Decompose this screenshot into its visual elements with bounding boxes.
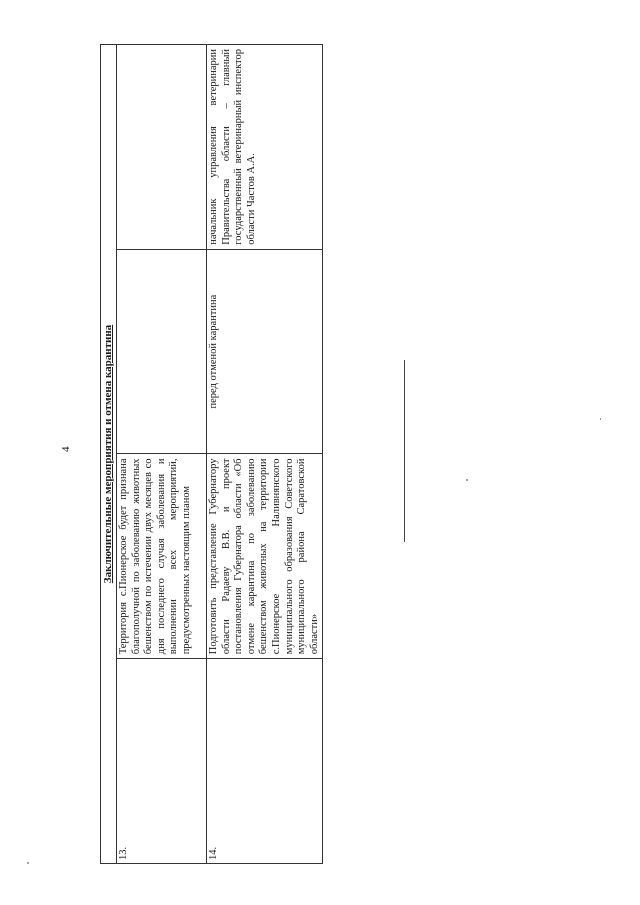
- section-title: Заключительные мероприятия и отмена карантина: [101, 45, 117, 864]
- signature-line: [404, 360, 405, 542]
- row-activity: Подготовить представление Губернатору области Радаеву В.В. и проект постановления Губернатора области «Об отмене карантина по заболеванию бешенством животных на территории с.Пионерское Наливнянского муниципального образования Советского муниципального района Саратовской области»: [207, 454, 323, 659]
- page-number: 4: [60, 446, 72, 452]
- row-responsible: начальник управления ветеринарии Правительства области – главный государственный ветеринарный инспектор области Частов А.А.: [207, 45, 323, 250]
- row-number: 13.: [117, 659, 207, 864]
- scan-speck: [27, 862, 29, 864]
- row-activity: Территория с.Пионерское будет признана благополучной по заболеванию животных бешенством по истечении двух месяцев со дня последнего случая заболевания и выполнении всех мероприятий, предусмотренных настоящим планом: [117, 454, 207, 659]
- row-term: [117, 249, 207, 454]
- table-row: [117, 45, 207, 864]
- row-number: 14.: [207, 659, 323, 864]
- rotated-table-container: [100, 44, 320, 864]
- plan-table: [100, 44, 323, 864]
- table-row: [207, 45, 323, 864]
- row-term: перед отменой карантина: [207, 249, 323, 454]
- section-header-row: [101, 45, 117, 864]
- scan-speck: [466, 479, 468, 481]
- row-responsible: [117, 45, 207, 250]
- scan-speck: [600, 418, 601, 420]
